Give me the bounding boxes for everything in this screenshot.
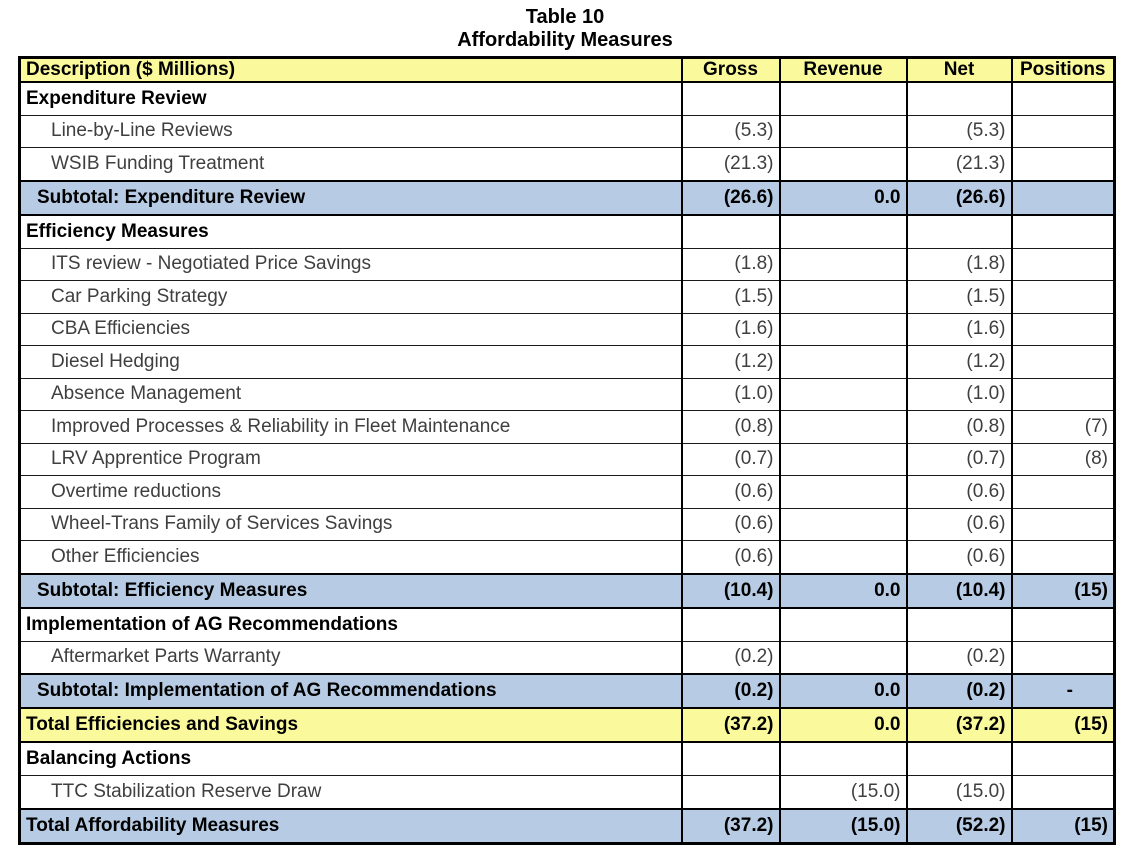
- col-header-revenue: Revenue: [780, 58, 907, 83]
- cell-net: [907, 742, 1012, 775]
- table-row: [20, 508, 1115, 541]
- cell-positions: [1012, 476, 1115, 509]
- affordability-measures-table: [18, 56, 1116, 845]
- cell-positions: [1012, 541, 1115, 574]
- cell-gross: (1.8): [682, 248, 780, 281]
- row-label: Line-by-Line Reviews: [20, 115, 682, 148]
- table-row: [20, 281, 1115, 314]
- cell-positions: [1012, 215, 1115, 248]
- table-row: [20, 181, 1115, 215]
- table-subtitle: Affordability Measures: [457, 29, 673, 51]
- cell-positions: [1012, 742, 1115, 775]
- cell-net: (0.8): [907, 411, 1012, 444]
- cell-revenue: [780, 313, 907, 346]
- cell-net: (37.2): [907, 708, 1012, 742]
- table-row: [20, 641, 1115, 674]
- col-header-gross: Gross: [682, 58, 780, 83]
- cell-revenue: 0.0: [780, 574, 907, 608]
- cell-positions: [1012, 82, 1115, 115]
- cell-revenue: [780, 742, 907, 775]
- table-row: [20, 708, 1115, 742]
- cell-positions: [1012, 313, 1115, 346]
- row-label: Total Affordability Measures: [20, 809, 682, 844]
- row-label: Total Efficiencies and Savings: [20, 708, 682, 742]
- table-row: [20, 411, 1115, 444]
- cell-net: (0.2): [907, 641, 1012, 674]
- table-number: Table 10: [525, 6, 605, 28]
- row-label: Balancing Actions: [20, 742, 682, 775]
- cell-gross: (0.2): [682, 641, 780, 674]
- cell-gross: (37.2): [682, 708, 780, 742]
- cell-positions: [1012, 346, 1115, 379]
- cell-positions: (8): [1012, 443, 1115, 476]
- cell-positions: (15): [1012, 809, 1115, 844]
- header-row: [20, 58, 1115, 83]
- table-row: [20, 115, 1115, 148]
- table-row: [20, 346, 1115, 379]
- cell-gross: [682, 742, 780, 775]
- row-label: TTC Stabilization Reserve Draw: [20, 775, 682, 808]
- cell-revenue: [780, 641, 907, 674]
- table-row: [20, 82, 1115, 115]
- cell-net: (10.4): [907, 574, 1012, 608]
- row-label: LRV Apprentice Program: [20, 443, 682, 476]
- cell-gross: (0.6): [682, 508, 780, 541]
- cell-gross: (1.6): [682, 313, 780, 346]
- cell-positions: [1012, 248, 1115, 281]
- cell-positions: (15): [1012, 708, 1115, 742]
- cell-positions: [1012, 775, 1115, 808]
- col-header-description: Description ($ Millions): [20, 58, 682, 83]
- row-label: Implementation of AG Recommendations: [20, 608, 682, 641]
- row-label: CBA Efficiencies: [20, 313, 682, 346]
- row-label: WSIB Funding Treatment: [20, 148, 682, 181]
- cell-revenue: [780, 115, 907, 148]
- row-label: Expenditure Review: [20, 82, 682, 115]
- row-label: Wheel-Trans Family of Services Savings: [20, 508, 682, 541]
- cell-gross: (0.6): [682, 541, 780, 574]
- table-row: [20, 443, 1115, 476]
- cell-net: [907, 608, 1012, 641]
- cell-positions: -: [1012, 674, 1115, 708]
- cell-net: (1.6): [907, 313, 1012, 346]
- table-row: [20, 674, 1115, 708]
- cell-gross: (21.3): [682, 148, 780, 181]
- row-label: Other Efficiencies: [20, 541, 682, 574]
- row-label: Subtotal: Efficiency Measures: [20, 574, 682, 608]
- cell-net: (15.0): [907, 775, 1012, 808]
- cell-revenue: [780, 248, 907, 281]
- cell-gross: (26.6): [682, 181, 780, 215]
- cell-revenue: (15.0): [780, 775, 907, 808]
- row-label: Subtotal: Expenditure Review: [20, 181, 682, 215]
- row-label: Efficiency Measures: [20, 215, 682, 248]
- cell-revenue: [780, 346, 907, 379]
- cell-net: (1.8): [907, 248, 1012, 281]
- table-row: [20, 148, 1115, 181]
- col-header-positions: Positions: [1012, 58, 1115, 83]
- cell-positions: [1012, 608, 1115, 641]
- col-header-net: Net: [907, 58, 1012, 83]
- cell-gross: (37.2): [682, 809, 780, 844]
- table-row: [20, 809, 1115, 844]
- cell-net: (52.2): [907, 809, 1012, 844]
- table-row: [20, 313, 1115, 346]
- cell-revenue: [780, 215, 907, 248]
- cell-positions: [1012, 148, 1115, 181]
- cell-gross: (1.2): [682, 346, 780, 379]
- cell-revenue: 0.0: [780, 181, 907, 215]
- cell-gross: (5.3): [682, 115, 780, 148]
- cell-net: (0.2): [907, 674, 1012, 708]
- cell-net: (0.6): [907, 541, 1012, 574]
- row-label: ITS review - Negotiated Price Savings: [20, 248, 682, 281]
- table-row: [20, 608, 1115, 641]
- cell-net: [907, 82, 1012, 115]
- cell-revenue: (15.0): [780, 809, 907, 844]
- row-label: Diesel Hedging: [20, 346, 682, 379]
- cell-gross: (0.2): [682, 674, 780, 708]
- cell-gross: (1.5): [682, 281, 780, 314]
- cell-positions: [1012, 181, 1115, 215]
- table-row: [20, 378, 1115, 411]
- row-label: Aftermarket Parts Warranty: [20, 641, 682, 674]
- cell-positions: [1012, 641, 1115, 674]
- cell-net: (1.0): [907, 378, 1012, 411]
- cell-gross: (0.6): [682, 476, 780, 509]
- row-label: Overtime reductions: [20, 476, 682, 509]
- cell-revenue: [780, 541, 907, 574]
- cell-net: (0.6): [907, 476, 1012, 509]
- row-label: Absence Management: [20, 378, 682, 411]
- cell-revenue: [780, 378, 907, 411]
- cell-revenue: [780, 476, 907, 509]
- cell-revenue: [780, 443, 907, 476]
- cell-revenue: [780, 508, 907, 541]
- cell-net: (26.6): [907, 181, 1012, 215]
- cell-positions: [1012, 115, 1115, 148]
- cell-gross: (10.4): [682, 574, 780, 608]
- cell-revenue: [780, 148, 907, 181]
- cell-net: [907, 215, 1012, 248]
- table-row: [20, 574, 1115, 608]
- cell-positions: [1012, 508, 1115, 541]
- cell-gross: [682, 608, 780, 641]
- cell-gross: [682, 215, 780, 248]
- row-label: Improved Processes & Reliability in Fleet Maintenance: [20, 411, 682, 444]
- cell-net: (1.2): [907, 346, 1012, 379]
- cell-net: (0.7): [907, 443, 1012, 476]
- cell-revenue: [780, 281, 907, 314]
- table-row: [20, 476, 1115, 509]
- cell-gross: (0.8): [682, 411, 780, 444]
- table-body: [20, 82, 1115, 844]
- cell-net: (21.3): [907, 148, 1012, 181]
- cell-positions: (7): [1012, 411, 1115, 444]
- table-row: [20, 215, 1115, 248]
- cell-gross: (1.0): [682, 378, 780, 411]
- row-label: Car Parking Strategy: [20, 281, 682, 314]
- table-row: [20, 742, 1115, 775]
- cell-revenue: [780, 608, 907, 641]
- cell-revenue: 0.0: [780, 674, 907, 708]
- cell-gross: [682, 82, 780, 115]
- cell-gross: [682, 775, 780, 808]
- cell-net: (1.5): [907, 281, 1012, 314]
- cell-positions: [1012, 378, 1115, 411]
- cell-positions: [1012, 281, 1115, 314]
- row-label: Subtotal: Implementation of AG Recommendations: [20, 674, 682, 708]
- table-row: [20, 775, 1115, 808]
- cell-positions: (15): [1012, 574, 1115, 608]
- cell-revenue: [780, 411, 907, 444]
- table-row: [20, 541, 1115, 574]
- table-title-block: [0, 6, 1130, 52]
- cell-gross: (0.7): [682, 443, 780, 476]
- cell-net: (0.6): [907, 508, 1012, 541]
- table-row: [20, 248, 1115, 281]
- cell-revenue: [780, 82, 907, 115]
- cell-revenue: 0.0: [780, 708, 907, 742]
- cell-net: (5.3): [907, 115, 1012, 148]
